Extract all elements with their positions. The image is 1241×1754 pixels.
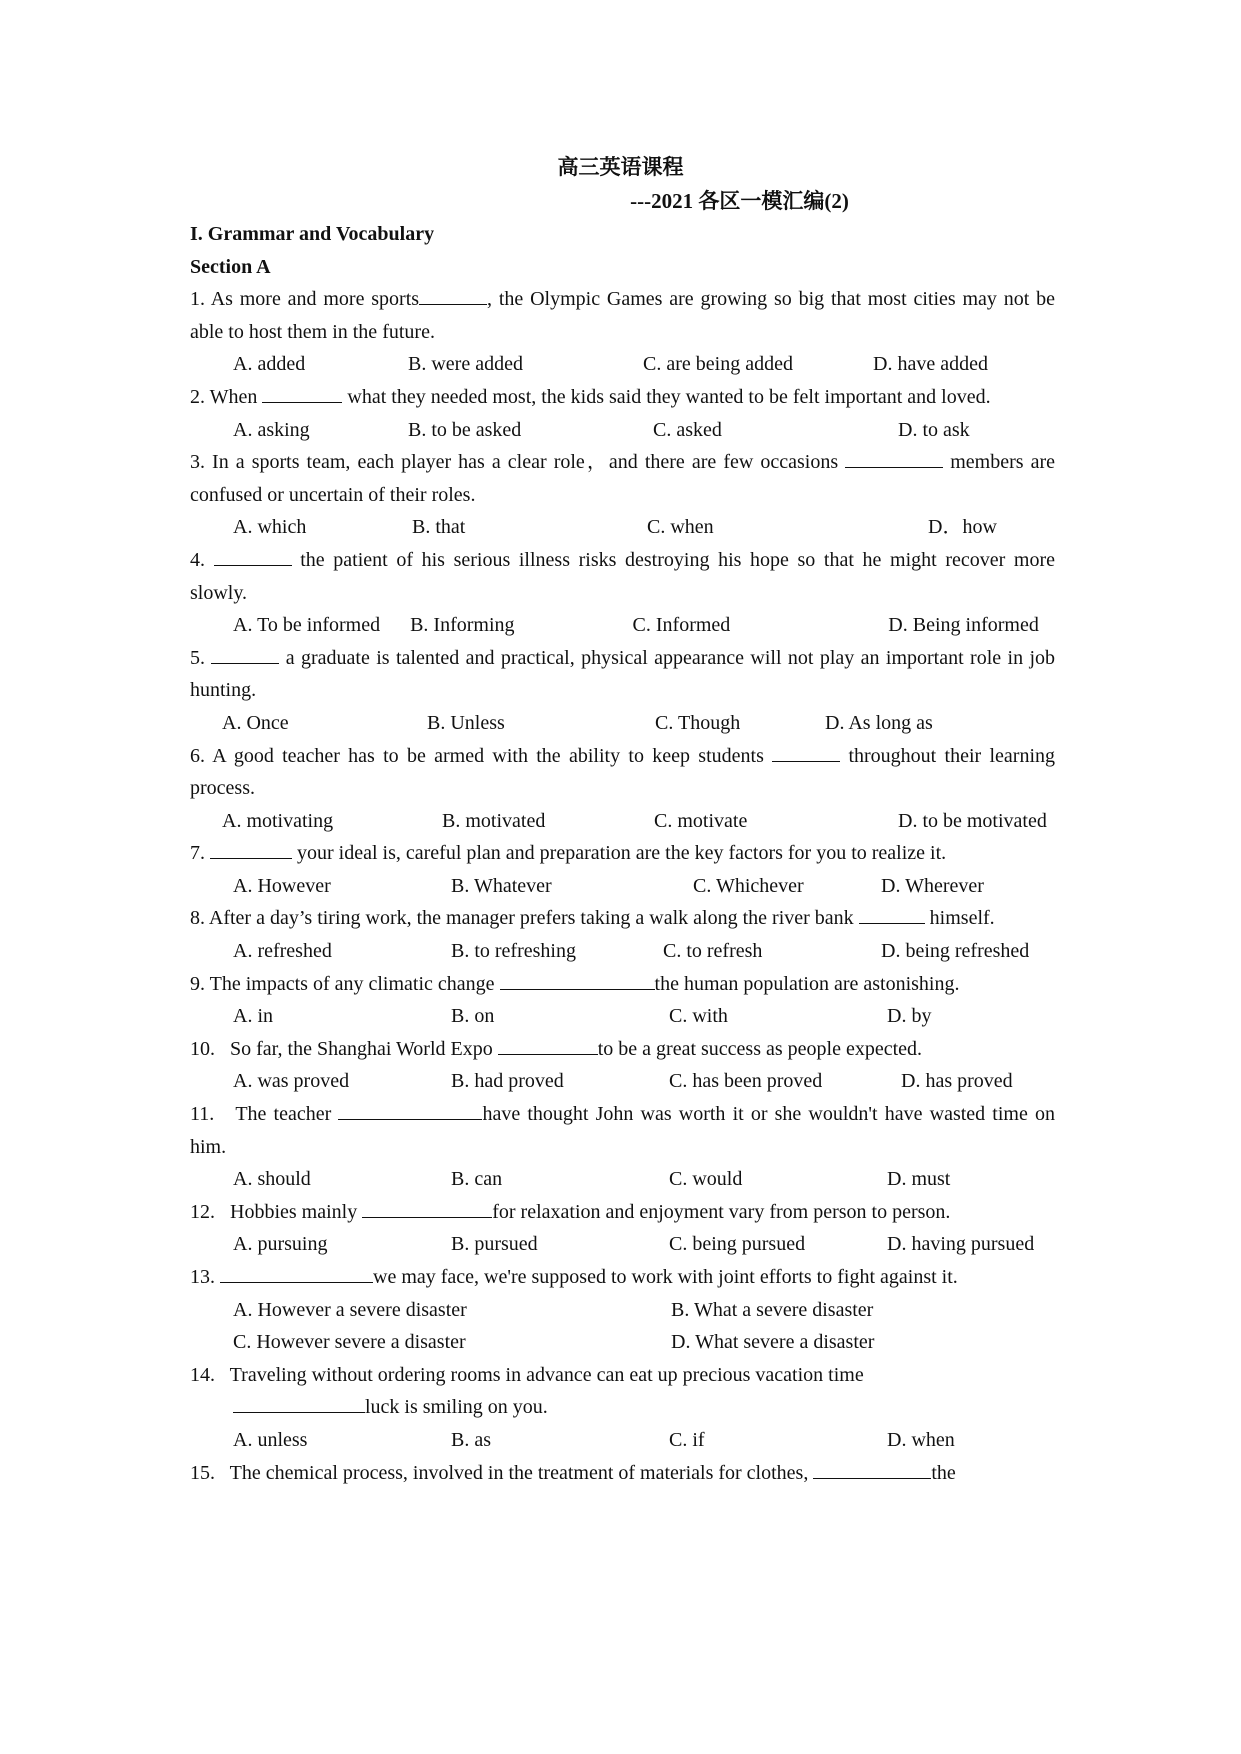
page-subtitle: ---2021 各区一模汇编(2) [630, 189, 849, 213]
question-14: 14. Traveling without ordering rooms in advance can eat up precious vacation time luck is smiling on you. [190, 1363, 869, 1419]
answer-blank[interactable] [845, 447, 943, 468]
answer-blank[interactable] [362, 1197, 492, 1218]
option-d[interactable]: D. must [887, 1168, 951, 1191]
options-5 [190, 707, 1055, 740]
question-9: 9. The impacts of any climatic change the human population are astonishing. [190, 968, 1055, 1001]
option-b[interactable]: B. had proved [451, 1070, 564, 1093]
section-subheading: Section A [190, 255, 271, 278]
option-a[interactable]: A. Once [222, 711, 289, 734]
option-c[interactable]: C. However severe a disaster [233, 1331, 466, 1354]
options-13 [190, 1294, 1055, 1359]
option-a[interactable]: A. pursuing [233, 1233, 328, 1256]
answer-blank[interactable] [859, 903, 925, 924]
exam-content [190, 218, 1060, 1489]
options-7 [190, 870, 1055, 903]
option-b[interactable]: B. Informing [410, 614, 515, 637]
options-12 [190, 1228, 1055, 1261]
option-d[interactable]: D. What severe a disaster [671, 1331, 875, 1354]
option-a[interactable]: A. which [233, 516, 307, 539]
option-d[interactable]: D. when [887, 1428, 955, 1451]
option-a[interactable]: A. refreshed [233, 940, 332, 963]
answer-blank[interactable] [813, 1458, 931, 1479]
option-d[interactable]: D. having pursued [887, 1233, 1035, 1256]
option-a[interactable]: A. added [233, 353, 306, 376]
options-4 [190, 609, 1055, 642]
answer-blank[interactable] [214, 545, 292, 566]
option-a[interactable]: A. However a severe disaster [233, 1298, 467, 1321]
option-b[interactable]: B. pursued [451, 1233, 538, 1256]
option-d[interactable]: D. by [887, 1005, 932, 1028]
option-c[interactable]: C. are being added [643, 353, 793, 376]
option-c[interactable]: C. Though [655, 711, 741, 734]
options-8 [190, 935, 1055, 968]
option-b[interactable]: B. to refreshing [451, 940, 576, 963]
option-d[interactable]: D. to ask [898, 418, 970, 441]
option-d[interactable]: D. Wherever [881, 874, 984, 897]
option-a[interactable]: A. should [233, 1168, 311, 1191]
options-2 [190, 414, 1055, 447]
option-d[interactable]: D. Being informed [888, 614, 1039, 637]
question-13: 13. we may face, we're supposed to work with joint efforts to fight against it. [190, 1261, 1055, 1294]
answer-blank[interactable] [262, 382, 342, 403]
option-c[interactable]: C. being pursued [669, 1233, 806, 1256]
question-7: 7. your ideal is, careful plan and preparation are the key factors for you to realize it. [190, 837, 1055, 870]
option-c[interactable]: C. motivate [654, 809, 748, 832]
question-5: 5. a graduate is talented and practical, physical appearance will not play an important role in job hunting. [190, 642, 1055, 707]
option-c[interactable]: C. Whichever [693, 874, 804, 897]
question-1: 1. As more and more sports , the Olympic Games are growing so big that most cities may not be able to host them in the future. [190, 283, 1055, 348]
options-6 [190, 805, 1055, 838]
option-a[interactable]: A. asking [233, 418, 310, 441]
options-10 [190, 1065, 1055, 1098]
option-a[interactable]: A. was proved [233, 1070, 350, 1093]
option-b[interactable]: B. can [451, 1168, 503, 1191]
option-c[interactable]: C. if [669, 1428, 705, 1451]
question-3: 3. In a sports team, each player has a clear role，and there are few occasions members are confused or uncertain of their roles. [190, 446, 1055, 511]
options-3 [190, 511, 1055, 544]
option-b[interactable]: B. that [412, 516, 466, 539]
option-b[interactable]: B. on [451, 1005, 495, 1028]
page-title: 高三英语课程 [557, 155, 684, 179]
option-b[interactable]: B. as [451, 1428, 491, 1451]
option-c[interactable]: C. with [669, 1005, 728, 1028]
option-d[interactable]: D. to be motivated [898, 809, 1047, 832]
option-d[interactable]: D. As long as [825, 711, 933, 734]
option-c[interactable]: C. would [669, 1168, 743, 1191]
question-11: 11. The teacher have thought John was worth it or she wouldn't have wasted time on him. [190, 1098, 1055, 1163]
options-9 [190, 1000, 1055, 1033]
options-11 [190, 1163, 1055, 1196]
option-c[interactable]: C. Informed [632, 614, 731, 637]
answer-blank[interactable] [419, 284, 487, 305]
option-b[interactable]: B. motivated [442, 809, 546, 832]
answer-blank[interactable] [772, 741, 840, 762]
answer-blank[interactable] [500, 969, 655, 990]
option-d[interactable]: D．how [928, 516, 997, 539]
answer-blank[interactable] [498, 1034, 598, 1055]
answer-blank[interactable] [210, 838, 292, 859]
option-b[interactable]: B. Whatever [451, 874, 552, 897]
option-d[interactable]: D. being refreshed [881, 940, 1030, 963]
option-a[interactable]: A. To be informed [233, 614, 381, 637]
options-1 [190, 348, 1055, 381]
option-a[interactable]: A. motivating [222, 809, 334, 832]
question-4: 4. the patient of his serious illness risks destroying his hope so that he might recover more slowly. [190, 544, 1055, 609]
option-b[interactable]: B. What a severe disaster [671, 1298, 874, 1321]
option-b[interactable]: B. Unless [427, 711, 505, 734]
section-heading: I. Grammar and Vocabulary [190, 223, 435, 245]
answer-blank[interactable] [211, 643, 279, 664]
answer-blank[interactable] [220, 1262, 373, 1283]
answer-blank[interactable] [233, 1392, 365, 1413]
option-d[interactable]: D. have added [873, 353, 988, 376]
option-d[interactable]: D. has proved [901, 1070, 1013, 1093]
question-2: 2. When what they needed most, the kids said they wanted to be felt important and loved. [190, 381, 1055, 414]
question-6: 6. A good teacher has to be armed with the ability to keep students throughout their learning process. [190, 740, 1055, 805]
question-12: 12. Hobbies mainly for relaxation and enjoyment vary from person to person. [190, 1196, 1055, 1229]
question-15: 15. The chemical process, involved in the treatment of materials for clothes, the [190, 1457, 1055, 1490]
option-b[interactable]: B. were added [408, 353, 523, 376]
options-14 [190, 1424, 1055, 1457]
option-a[interactable]: A. in [233, 1005, 273, 1028]
option-c[interactable]: C. has been proved [669, 1070, 823, 1093]
option-c[interactable]: C. when [647, 516, 714, 539]
question-10: 10. So far, the Shanghai World Expo to be a great success as people expected. [190, 1033, 1055, 1066]
option-a[interactable]: A. unless [233, 1428, 308, 1451]
option-c[interactable]: C. asked [653, 418, 722, 441]
option-b[interactable]: B. to be asked [408, 418, 522, 441]
option-c[interactable]: C. to refresh [663, 940, 763, 963]
option-a[interactable]: A. However [233, 874, 331, 897]
question-8: 8. After a day’s tiring work, the manager prefers taking a walk along the river bank himself. [190, 902, 1055, 935]
answer-blank[interactable] [338, 1099, 482, 1120]
